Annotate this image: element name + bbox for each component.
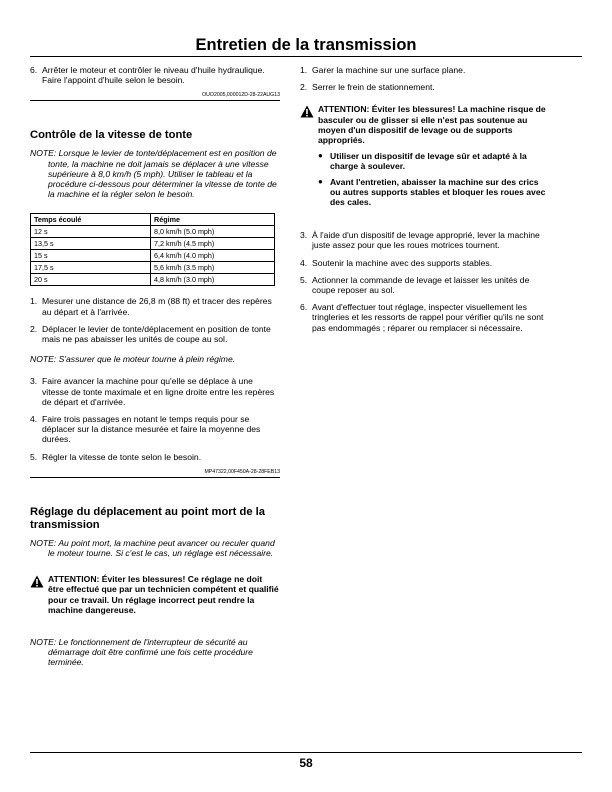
step-text: Avant d'effectuer tout réglage, inspecter visuellement les tringleries et les ressorts de rappel pour vérifier qu'ils ne sont pas endommagés ; réparer ou remplacer si nécessaire. xyxy=(312,302,544,333)
footer-rule xyxy=(30,752,582,753)
warning-triangle-icon xyxy=(30,574,48,615)
step-number: 4. xyxy=(300,257,308,268)
step-text: Garer la machine sur une surface plane. xyxy=(312,65,466,75)
page-number: 58 xyxy=(299,756,313,770)
note xyxy=(30,354,280,364)
note-text: NOTE: S'assurer que le moteur tourne à plein régime. xyxy=(30,354,236,365)
note-text: NOTE: Le fonctionnement de l'interrupteur de sécurité au démarrage doit être confirmé une fois cette procédure terminée. xyxy=(30,637,253,668)
spacer xyxy=(300,222,546,230)
section-heading-neutral-adjustment: Réglage du déplacement au point mort de la transmission xyxy=(30,505,265,531)
step-item xyxy=(30,324,280,344)
table-cell: 20 s xyxy=(31,274,151,286)
note xyxy=(30,538,280,558)
step-text: Soutenir la machine avec des supports stables. xyxy=(312,257,493,268)
table-row xyxy=(31,250,275,262)
step-item xyxy=(30,376,280,407)
step-number: 2. xyxy=(30,323,38,334)
step-number: 5. xyxy=(300,274,308,285)
note-text: NOTE: Lorsque le levier de tonte/déplacement est en position de tonte, la machine ne doit jamais se déplacer à une vitesse supérieure à 8,0 km/h (5 mph). Utiliser le tableau et la procédure ci-dessous pour déterminer la vitesse de tonte de la machine et la régler selon le besoin. xyxy=(30,148,277,200)
step-text: Actionner la commande de levage et laisser les unités de coupe reposer au sol. xyxy=(312,274,530,296)
table-header-row xyxy=(31,214,275,226)
step-text: Déplacer le levier de tonte/déplacement en position de tonte mais ne pas abaisser les unités de coupe au sol. xyxy=(42,323,271,345)
step-text: Serrer le frein de stationnement. xyxy=(312,82,435,93)
table-cell: 7,2 km/h (4.5 mph) xyxy=(151,238,275,250)
list-item xyxy=(318,151,546,171)
table-header-cell: Régime xyxy=(151,214,275,226)
note xyxy=(30,637,280,668)
warning-content xyxy=(318,104,546,212)
step-text: Régler la vitesse de tonte selon le besoin. xyxy=(42,451,202,462)
warning-block xyxy=(300,104,546,212)
warning-triangle-icon xyxy=(300,104,318,212)
step-number: 1. xyxy=(30,296,38,307)
table-cell: 8,0 km/h (5.0 mph) xyxy=(151,226,275,238)
table-row xyxy=(31,226,275,238)
page-title: Entretien de la transmission xyxy=(195,36,417,54)
bullet-icon: ● xyxy=(318,176,323,186)
table-cell: 12 s xyxy=(31,226,151,238)
step-item xyxy=(300,230,546,250)
table-cell: 6,4 km/h (4.0 mph) xyxy=(151,250,275,262)
step-number: 4. xyxy=(30,414,38,425)
table-cell: 4,8 km/h (3.0 mph) xyxy=(151,274,275,286)
step-number: 1. xyxy=(300,65,308,75)
bullet-icon: ● xyxy=(318,151,323,161)
step-item xyxy=(300,65,546,75)
step-text: Faire trois passages en notant le temps requis pour se déplacer sur la distance mesurée et faire la moyenne des durées. xyxy=(42,414,261,445)
step-text: À l'aide d'un dispositif de levage approprié, lever la machine juste assez pour que les roues motrices tournent. xyxy=(312,230,540,251)
table-cell: 13,5 s xyxy=(31,238,151,250)
step-number: 6. xyxy=(30,65,38,75)
step-number: 6. xyxy=(300,302,308,313)
step-text: Faire avancer la machine pour qu'elle se déplace à une vitesse de tonte maximale et en ligne droite entre les repères de départ et d'arrivée. xyxy=(42,376,275,407)
step-item xyxy=(30,296,280,316)
table-row xyxy=(31,274,275,286)
warning-text: ATTENTION: Éviter les blessures! Ce réglage ne doit être effectué que par un technicien compétent et qualifié pour ce travail. Un réglage incorrect peut rendre la machine dangereuse. xyxy=(48,574,279,615)
table-cell: 5,6 km/h (3.5 mph) xyxy=(151,262,275,274)
note-text: NOTE: Au point mort, la machine peut avancer ou reculer quand le moteur tourne. Si c'est le cas, un réglage est nécessaire. xyxy=(30,537,275,559)
reference-code: OUO2005,000012D-28-22AUG13 xyxy=(30,92,280,101)
table-cell: 17,5 s xyxy=(31,262,151,274)
step-text: Mesurer une distance de 26,8 m (88 ft) et tracer des repères au départ et à l'arrivée. xyxy=(42,296,272,317)
bullet-text: Utiliser un dispositif de levage sûr et adapté à la charge à soulever. xyxy=(330,151,527,172)
step-item xyxy=(300,302,546,333)
step-number: 3. xyxy=(300,230,308,241)
section-heading-mowing-speed: Contrôle de la vitesse de tonte xyxy=(30,129,193,142)
list-item xyxy=(318,177,546,208)
speed-table xyxy=(30,213,275,286)
title-rule xyxy=(30,56,582,57)
warning-text: ATTENTION: Éviter les blessures! La machine risque de basculer ou de glisser si elle n'est pas soutenue au moyen d'un dispositif de levage ou de supports appropriés. xyxy=(318,104,546,146)
right-column xyxy=(300,65,546,340)
step-item xyxy=(300,82,546,92)
table-row xyxy=(31,262,275,274)
left-column xyxy=(30,65,280,680)
step-number: 2. xyxy=(300,82,308,93)
step-item xyxy=(300,275,546,295)
table-row xyxy=(31,238,275,250)
step-item xyxy=(30,65,280,85)
reference-code: MP47322,00F450A-28-28FEB13 xyxy=(30,469,280,478)
table-header-cell: Temps écoulé xyxy=(31,214,151,226)
step-item xyxy=(30,414,280,445)
step-number: 3. xyxy=(30,376,38,387)
note xyxy=(30,148,280,199)
bullet-text: Avant l'entretien, abaisser la machine sur des crics ou autres supports stables et bloquer les roues avec des cales. xyxy=(330,176,546,208)
step-item xyxy=(30,452,280,462)
step-number: 5. xyxy=(30,451,38,462)
step-text: Arrêter le moteur et contrôler le niveau d'huile hydraulique. Faire l'appoint d'huile selon le besoin. xyxy=(42,65,265,86)
warning-block xyxy=(30,574,280,615)
table-cell: 15 s xyxy=(31,250,151,262)
warning-bullet-list xyxy=(318,151,546,207)
step-item xyxy=(300,258,546,268)
